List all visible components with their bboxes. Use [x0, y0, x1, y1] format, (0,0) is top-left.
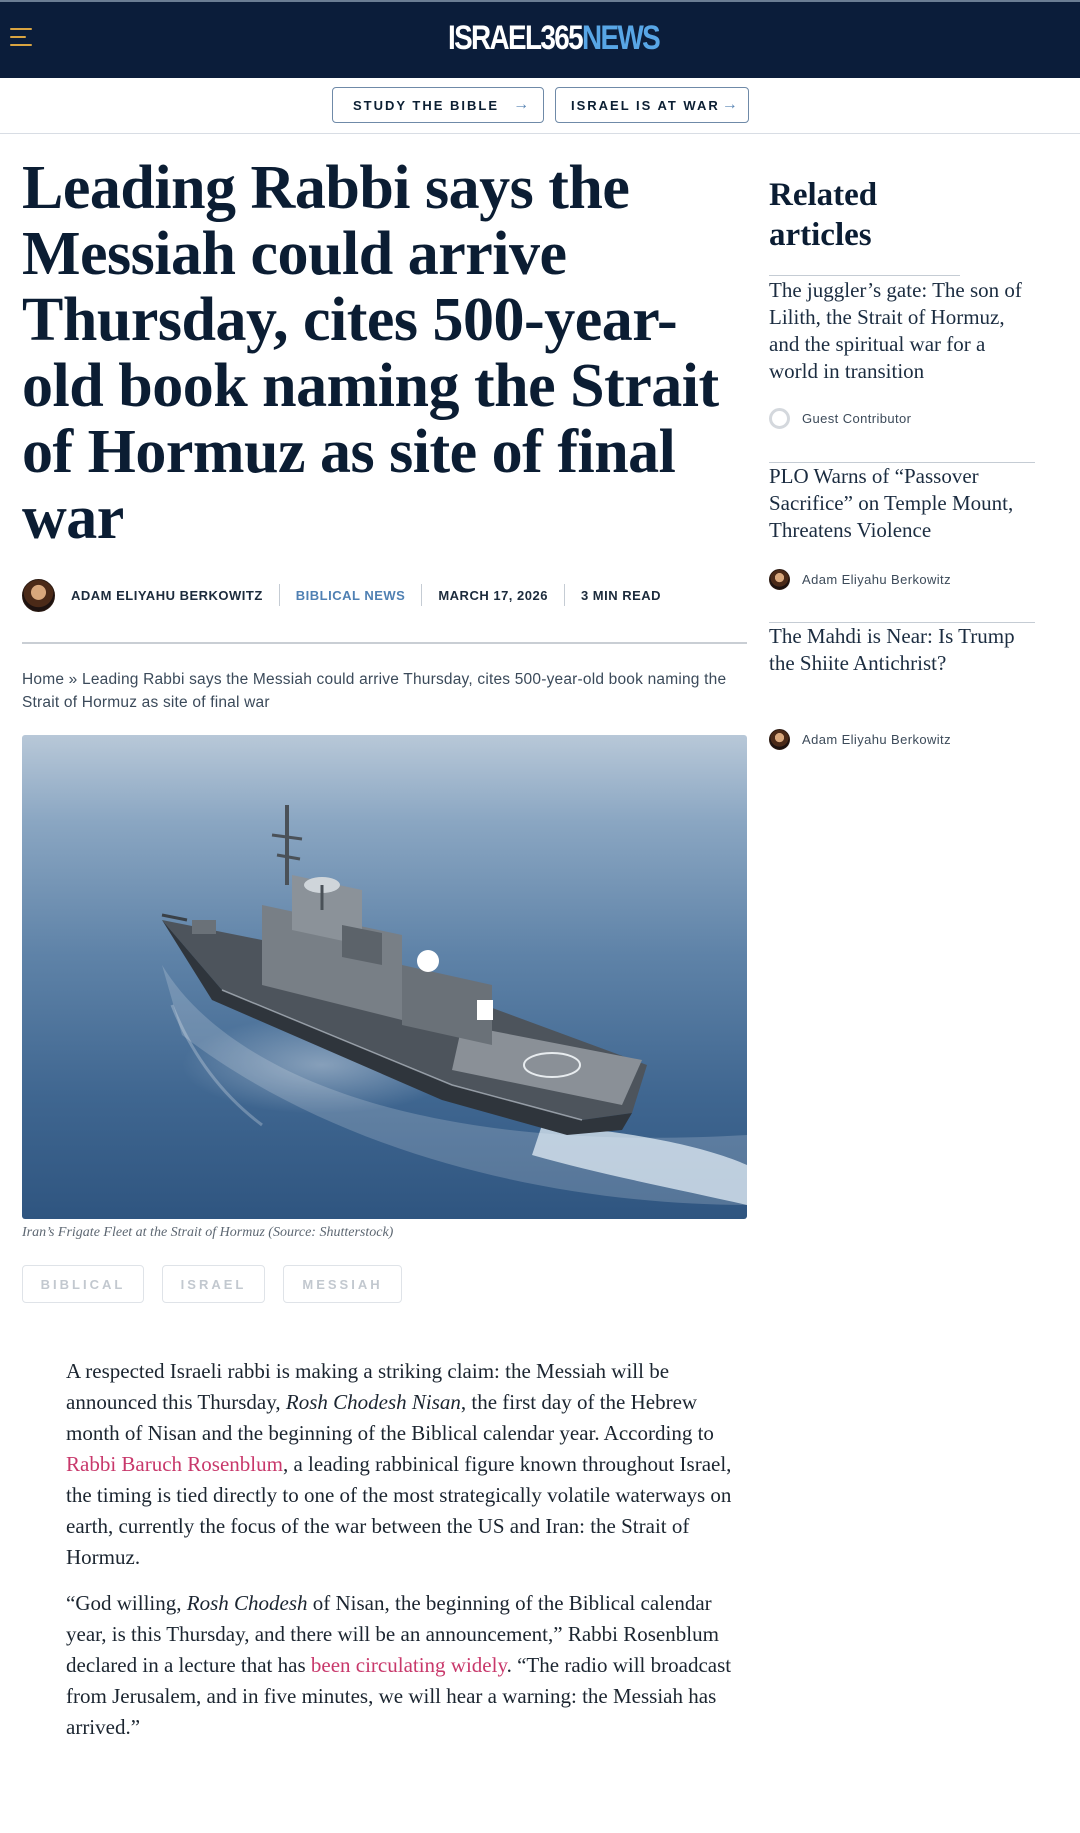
related-article-author-name[interactable]: Guest Contributor [802, 411, 912, 426]
circulating-widely-link[interactable]: been circulating widely [310, 1653, 507, 1677]
related-article-item[interactable] [769, 277, 1035, 437]
site-header [0, 0, 1080, 78]
article-headline: Leading Rabbi says the Messiah could arrive Thursday, cites 500-year-old book naming the Strait of Hormuz as site of final war [22, 154, 719, 552]
hamburger-menu-icon[interactable] [10, 28, 32, 48]
tag-messiah[interactable]: MESSIAH [283, 1265, 402, 1303]
logo-text-main: ISRAEL365 [448, 18, 582, 57]
sidebar-divider [769, 275, 960, 276]
paragraph-text: , the first day of the Hebrew month of Nisan and the beginning of the Biblical calendar year. According to [66, 1390, 714, 1445]
breadcrumb-current: Leading Rabbi says the Messiah could arrive Thursday, cites 500-year-old book naming the Strait of Hormuz as site of final war [22, 671, 727, 711]
paragraph-text: . “The radio will broadcast from Jerusalem, and in five minutes, we will hear a warning: the Messiah has arrived.” [66, 1653, 732, 1739]
divider [421, 584, 422, 606]
author-name[interactable]: ADAM ELIYAHU BERKOWITZ [71, 587, 263, 603]
related-articles-heading: Related articles [769, 177, 878, 253]
publish-date: MARCH 17, 2026 [438, 587, 548, 603]
tag-israel[interactable]: ISRAEL [162, 1265, 265, 1303]
study-the-bible-label: STUDY THE BIBLE [353, 97, 500, 113]
israel-at-war-button[interactable] [555, 87, 749, 123]
article-paragraph [66, 1356, 752, 1573]
topic-nav [0, 78, 1080, 134]
divider [564, 584, 565, 606]
paragraph-text: , a leading rabbinical figure known throughout Israel, the timing is tied directly to one of the most strategically volatile waterways on earth, currently the focus of the war between the US and Iran: the Strait of Hormuz. [66, 1452, 732, 1569]
related-article-item[interactable] [769, 623, 1035, 753]
related-article-author-name[interactable]: Adam Eliyahu Berkowitz [802, 572, 951, 587]
article-byline [22, 574, 748, 616]
related-article-item[interactable] [769, 463, 1035, 603]
category-link[interactable]: BIBLICAL NEWS [295, 587, 406, 603]
article-paragraph [66, 1588, 752, 1743]
related-article-author-name[interactable]: Adam Eliyahu Berkowitz [802, 732, 951, 747]
breadcrumb-home-link[interactable]: Home [22, 671, 65, 688]
related-article-author [769, 569, 951, 590]
article-body [66, 1356, 752, 1758]
hero-image-frigate [22, 735, 747, 1219]
arrow-right-icon: → [721, 96, 738, 113]
israel-at-war-label: ISRAEL IS AT WAR [571, 97, 720, 113]
author-avatar[interactable] [22, 579, 55, 612]
frigate-illustration [22, 735, 747, 1219]
avatar-placeholder-icon [769, 408, 790, 429]
related-article-author [769, 729, 951, 750]
related-article-author [769, 408, 911, 429]
related-article-title[interactable]: PLO Warns of “Passover Sacrifice” on Temple Mount, Threatens Violence [769, 464, 1014, 542]
related-article-title[interactable]: The Mahdi is Near: Is Trump the Shiite Antichrist? [769, 624, 1015, 675]
site-logo[interactable] [448, 16, 659, 60]
paragraph-emphasis: Rosh Chodesh [186, 1591, 308, 1615]
author-avatar [769, 729, 790, 750]
breadcrumb-separator: » [68, 671, 78, 688]
byline-divider [22, 642, 747, 644]
paragraph-text: A respected Israeli rabbi is making a striking claim: the Messiah will be announced this Thursday, [66, 1359, 670, 1414]
read-time: 3 MIN READ [580, 587, 662, 603]
divider [279, 584, 280, 606]
paragraph-text: of Nisan, the beginning of the Biblical calendar year, is this Thursday, and there will be an announcement,” Rabbi Rosenblum declared in a lecture that has [66, 1591, 719, 1677]
paragraph-emphasis: Rosh Chodesh Nisan [285, 1390, 461, 1414]
tag-biblical[interactable]: BIBLICAL [22, 1265, 144, 1303]
rabbi-rosenblum-link[interactable]: Rabbi Baruch Rosenblum [66, 1452, 283, 1476]
breadcrumb [22, 668, 752, 714]
logo-text-accent: NEWS [581, 18, 660, 57]
study-the-bible-button[interactable] [332, 87, 544, 123]
arrow-right-icon: → [513, 96, 530, 113]
author-avatar [769, 569, 790, 590]
related-article-title[interactable]: The juggler’s gate: The son of Lilith, the Strait of Hormuz, and the spiritual war for a world in transition [769, 278, 1022, 383]
image-caption: Iran’s Frigate Fleet at the Strait of Hormuz (Source: Shutterstock) [22, 1225, 394, 1240]
paragraph-text: “God willing, [66, 1591, 187, 1615]
